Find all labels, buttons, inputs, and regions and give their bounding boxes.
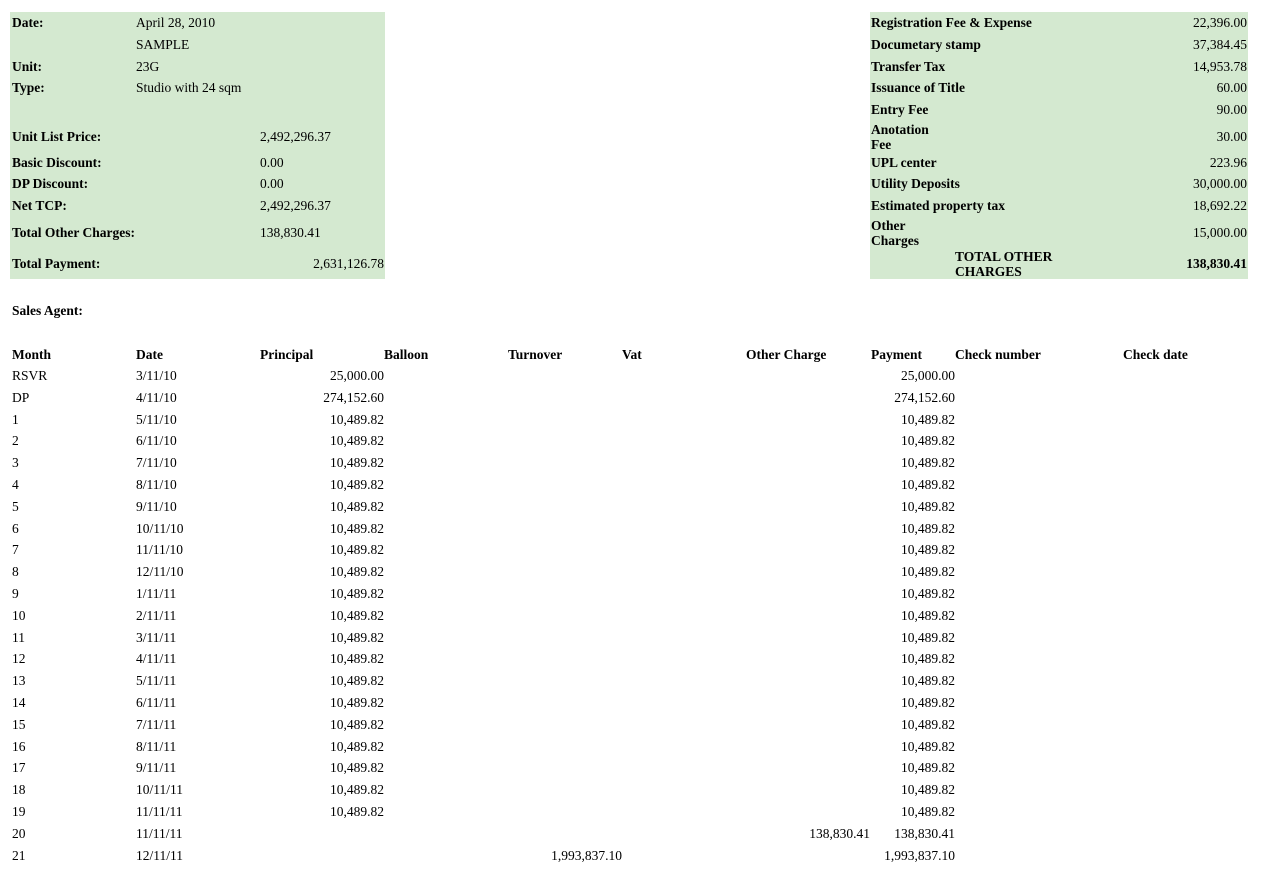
row-principal: 10,489.82: [330, 717, 384, 732]
row-principal: 10,489.82: [330, 586, 384, 601]
charge-label: Anotation Fee: [871, 122, 929, 152]
list-price-value: 2,492,296.37: [260, 129, 331, 144]
charge-label: Estimated property tax: [871, 198, 1005, 213]
row-month: 12: [12, 651, 26, 666]
charge-label: Documetary stamp: [871, 37, 981, 52]
row-payment: 10,489.82: [901, 477, 955, 492]
row-date: 4/11/11: [136, 651, 177, 666]
row-date: 4/11/10: [136, 390, 177, 405]
row-month: 3: [12, 455, 19, 470]
row-payment: 10,489.82: [901, 651, 955, 666]
header-balloon: Balloon: [384, 347, 429, 362]
row-payment: 274,152.60: [894, 390, 955, 405]
row-month: 7: [12, 542, 19, 557]
date-value: April 28, 2010: [136, 15, 216, 30]
row-payment: 10,489.82: [901, 717, 955, 732]
row-date: 9/11/10: [136, 499, 177, 514]
row-month: 14: [12, 695, 26, 710]
header-principal: Principal: [260, 347, 314, 362]
row-payment: 10,489.82: [901, 739, 955, 754]
row-principal: 10,489.82: [330, 521, 384, 536]
header-check-number: Check number: [955, 347, 1041, 362]
row-date: 8/11/10: [136, 477, 177, 492]
row-principal: 10,489.82: [330, 564, 384, 579]
row-date: 6/11/10: [136, 433, 177, 448]
row-payment: 10,489.82: [901, 542, 955, 557]
row-other-charge: 138,830.41: [809, 826, 870, 841]
row-principal: 10,489.82: [330, 651, 384, 666]
basic-discount-label: Basic Discount:: [12, 155, 102, 170]
basic-discount-value: 0.00: [260, 155, 284, 170]
row-month: 9: [12, 586, 19, 601]
row-month: 2: [12, 433, 19, 448]
row-payment: 10,489.82: [901, 673, 955, 688]
charge-value: 15,000.00: [1193, 225, 1247, 240]
charge-value: 37,384.45: [1193, 37, 1247, 52]
row-month: 17: [12, 760, 26, 775]
row-date: 3/11/11: [136, 630, 177, 645]
charge-label: Transfer Tax: [871, 59, 946, 74]
row-payment: 10,489.82: [901, 760, 955, 775]
row-payment: 10,489.82: [901, 455, 955, 470]
row-principal: 10,489.82: [330, 673, 384, 688]
row-principal: 10,489.82: [330, 760, 384, 775]
row-payment: 10,489.82: [901, 433, 955, 448]
row-principal: 10,489.82: [330, 499, 384, 514]
row-month: 10: [12, 608, 26, 623]
charge-label: Registration Fee & Expense: [871, 15, 1032, 30]
row-month: 5: [12, 499, 19, 514]
row-payment: 138,830.41: [894, 826, 955, 841]
row-date: 12/11/10: [136, 564, 184, 579]
charge-label: Other Charges: [871, 218, 919, 248]
charge-label: Utility Deposits: [871, 176, 960, 191]
list-price-label: Unit List Price:: [12, 129, 102, 144]
charge-label: Entry Fee: [871, 102, 929, 117]
row-month: 21: [12, 848, 26, 863]
header-vat: Vat: [622, 347, 642, 362]
row-payment: 10,489.82: [901, 695, 955, 710]
row-date: 11/11/10: [136, 542, 183, 557]
row-principal: 10,489.82: [330, 477, 384, 492]
row-principal: 10,489.82: [330, 782, 384, 797]
row-date: 7/11/11: [136, 717, 177, 732]
row-month: 19: [12, 804, 26, 819]
type-label: Type:: [12, 80, 45, 95]
row-principal: 10,489.82: [330, 608, 384, 623]
row-turnover: 1,993,837.10: [551, 848, 622, 863]
row-month: 8: [12, 564, 19, 579]
row-payment: 10,489.82: [901, 608, 955, 623]
row-payment: 10,489.82: [901, 630, 955, 645]
charge-value: 30.00: [1216, 129, 1247, 144]
row-date: 7/11/10: [136, 455, 177, 470]
row-month: 6: [12, 521, 19, 536]
row-date: 1/11/11: [136, 586, 177, 601]
row-month: 18: [12, 782, 26, 797]
row-month: 15: [12, 717, 26, 732]
charge-value: 60.00: [1216, 80, 1247, 95]
row-principal: 10,489.82: [330, 433, 384, 448]
row-principal: 274,152.60: [323, 390, 384, 405]
row-payment: 10,489.82: [901, 564, 955, 579]
unit-value: 23G: [136, 59, 160, 74]
row-payment: 10,489.82: [901, 521, 955, 536]
total-other-charges-value: 138,830.41: [1186, 256, 1247, 271]
row-payment: 10,489.82: [901, 804, 955, 819]
row-date: 9/11/11: [136, 760, 177, 775]
row-payment: 10,489.82: [901, 412, 955, 427]
row-month: 16: [12, 739, 26, 754]
row-date: 6/11/11: [136, 695, 177, 710]
row-month: RSVR: [12, 368, 48, 383]
row-month: 20: [12, 826, 26, 841]
other-charges-value: 138,830.41: [260, 225, 321, 240]
row-date: 11/11/11: [136, 826, 183, 841]
net-tcp-value: 2,492,296.37: [260, 198, 331, 213]
row-month: 13: [12, 673, 26, 688]
header-payment: Payment: [871, 347, 922, 362]
row-payment: 1,993,837.10: [884, 848, 955, 863]
net-tcp-label: Net TCP:: [12, 198, 67, 213]
row-month: 4: [12, 477, 19, 492]
unit-label: Unit:: [12, 59, 42, 74]
sample-text: SAMPLE: [136, 37, 190, 52]
charge-value: 14,953.78: [1193, 59, 1247, 74]
header-turnover: Turnover: [508, 347, 563, 362]
charge-label: Issuance of Title: [871, 80, 966, 95]
row-payment: 10,489.82: [901, 586, 955, 601]
total-payment-value: 2,631,126.78: [313, 256, 384, 271]
row-principal: 10,489.82: [330, 695, 384, 710]
row-principal: 25,000.00: [330, 368, 384, 383]
row-payment: 10,489.82: [901, 499, 955, 514]
row-date: 10/11/10: [136, 521, 184, 536]
row-date: 3/11/10: [136, 368, 177, 383]
row-month: 11: [12, 630, 25, 645]
row-date: 5/11/11: [136, 673, 177, 688]
total-other-charges-label: TOTAL OTHER CHARGES: [955, 249, 1053, 279]
row-principal: 10,489.82: [330, 804, 384, 819]
charge-value: 22,396.00: [1193, 15, 1247, 30]
row-date: 5/11/10: [136, 412, 177, 427]
row-principal: 10,489.82: [330, 455, 384, 470]
row-principal: 10,489.82: [330, 412, 384, 427]
row-month: DP: [12, 390, 30, 405]
charge-value: 90.00: [1216, 102, 1247, 117]
header-check-date: Check date: [1123, 347, 1188, 362]
row-payment: 25,000.00: [901, 368, 955, 383]
row-principal: 10,489.82: [330, 542, 384, 557]
row-date: 8/11/11: [136, 739, 177, 754]
date-label: Date:: [12, 15, 44, 30]
charge-value: 18,692.22: [1193, 198, 1247, 213]
row-date: 10/11/11: [136, 782, 183, 797]
dp-discount-value: 0.00: [260, 176, 284, 191]
header-month: Month: [12, 347, 52, 362]
row-principal: 10,489.82: [330, 739, 384, 754]
row-principal: 10,489.82: [330, 630, 384, 645]
sales-agent-label: Sales Agent:: [12, 303, 83, 318]
row-date: 12/11/11: [136, 848, 183, 863]
row-month: 1: [12, 412, 19, 427]
row-payment: 10,489.82: [901, 782, 955, 797]
header-date: Date: [136, 347, 163, 362]
row-date: 11/11/11: [136, 804, 183, 819]
charge-value: 30,000.00: [1193, 176, 1247, 191]
dp-discount-label: DP Discount:: [12, 176, 89, 191]
charge-value: 223.96: [1209, 155, 1247, 170]
charge-label: UPL center: [871, 155, 937, 170]
header-other-charge: Other Charge: [746, 347, 827, 362]
other-charges-label: Total Other Charges:: [12, 225, 135, 240]
row-date: 2/11/11: [136, 608, 177, 623]
type-value: Studio with 24 sqm: [136, 80, 242, 95]
total-payment-label: Total Payment:: [12, 256, 101, 271]
